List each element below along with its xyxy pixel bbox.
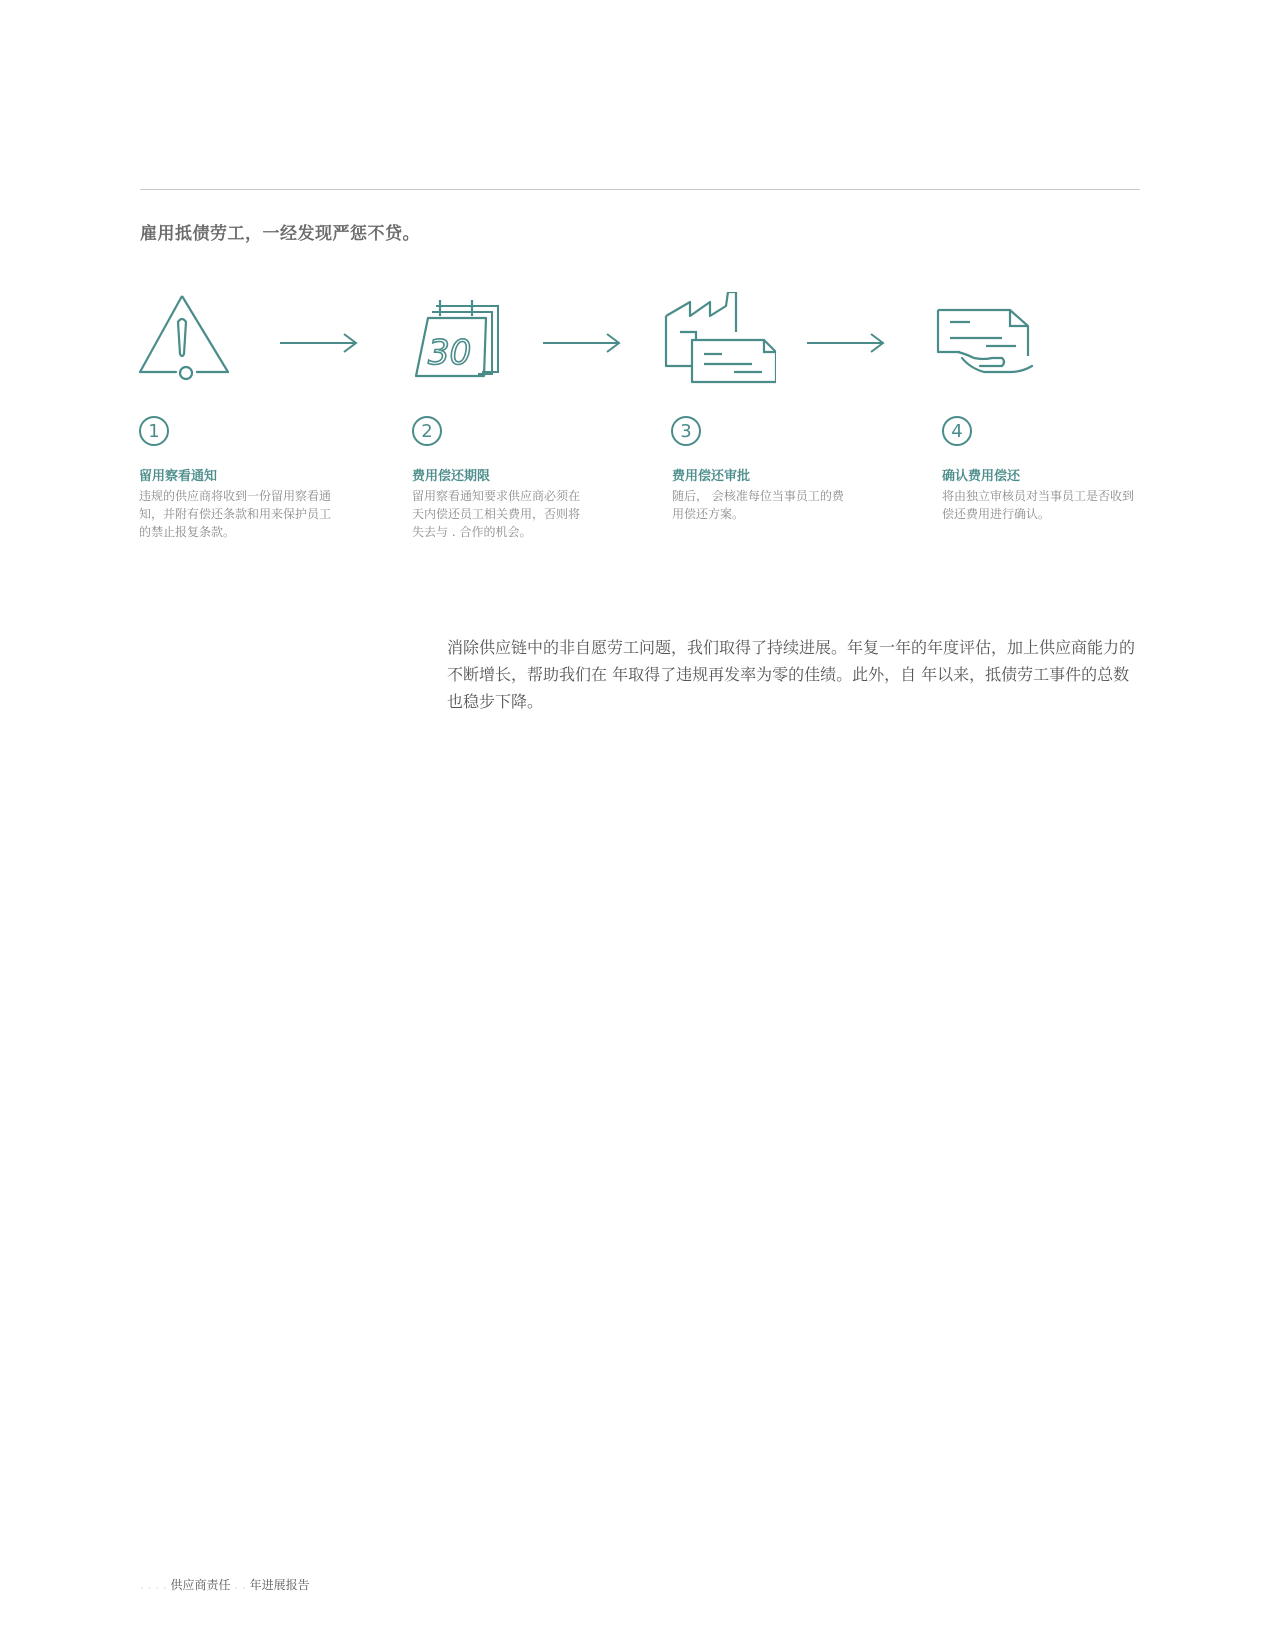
step-title-3: 费用偿还审批 — [672, 469, 751, 484]
svg-text:30: 30 — [428, 333, 472, 373]
arrow-right-icon — [541, 332, 623, 358]
step-number-4: 4 — [942, 416, 972, 446]
factory-document-icon — [664, 292, 776, 386]
body-paragraph: 消除供应链中的非自愿劳工问题，我们取得了持续进展。年复一年的年度评估，加上供应商能力的不断增长，帮助我们在 年取得了违规再发率为零的佳绩。此外，自 年以来，抵债劳工事件的总数也稳步下降。 — [447, 638, 1136, 711]
step-title-2: 费用偿还期限 — [412, 469, 491, 484]
step-title-4: 确认费用偿还 — [942, 469, 1021, 484]
page-headline: 雇用抵债劳工，一经发现严惩不贷。 — [140, 224, 420, 244]
step-title-1: 留用察看通知 — [139, 469, 218, 484]
hand-check-icon — [936, 308, 1040, 378]
footer-prefix: . . . . — [140, 1578, 167, 1592]
step-number-2: 2 — [412, 416, 442, 446]
step-desc-3: 随后， 会核准每位当事员工的费用偿还方案。 — [672, 489, 844, 521]
step-desc-4: 将由独立审核员对当事员工是否收到偿还费用进行确认。 — [942, 489, 1135, 521]
page-footer — [140, 1576, 310, 1593]
step-number-3: 3 — [671, 416, 701, 446]
footer-mid: . . — [234, 1578, 246, 1592]
footer-report-name: 供应商责任 — [170, 1578, 231, 1592]
step-number-1: 1 — [139, 416, 169, 446]
warning-icon — [136, 292, 236, 382]
calendar-30-icon — [412, 294, 502, 384]
arrow-right-icon — [278, 332, 360, 358]
step-desc-1: 违规的供应商将收到一份留用察看通知，并附有偿还条款和用来保护员工的禁止报复条款。 — [139, 489, 332, 539]
header-divider — [140, 189, 1140, 190]
footer-report-suffix: 年进展报告 — [249, 1578, 310, 1592]
arrow-right-icon — [805, 332, 887, 358]
step-desc-2: 留用察看通知要求供应商必须在 天内偿还员工相关费用，否则将失去与 . 合作的机会。 — [412, 489, 581, 539]
